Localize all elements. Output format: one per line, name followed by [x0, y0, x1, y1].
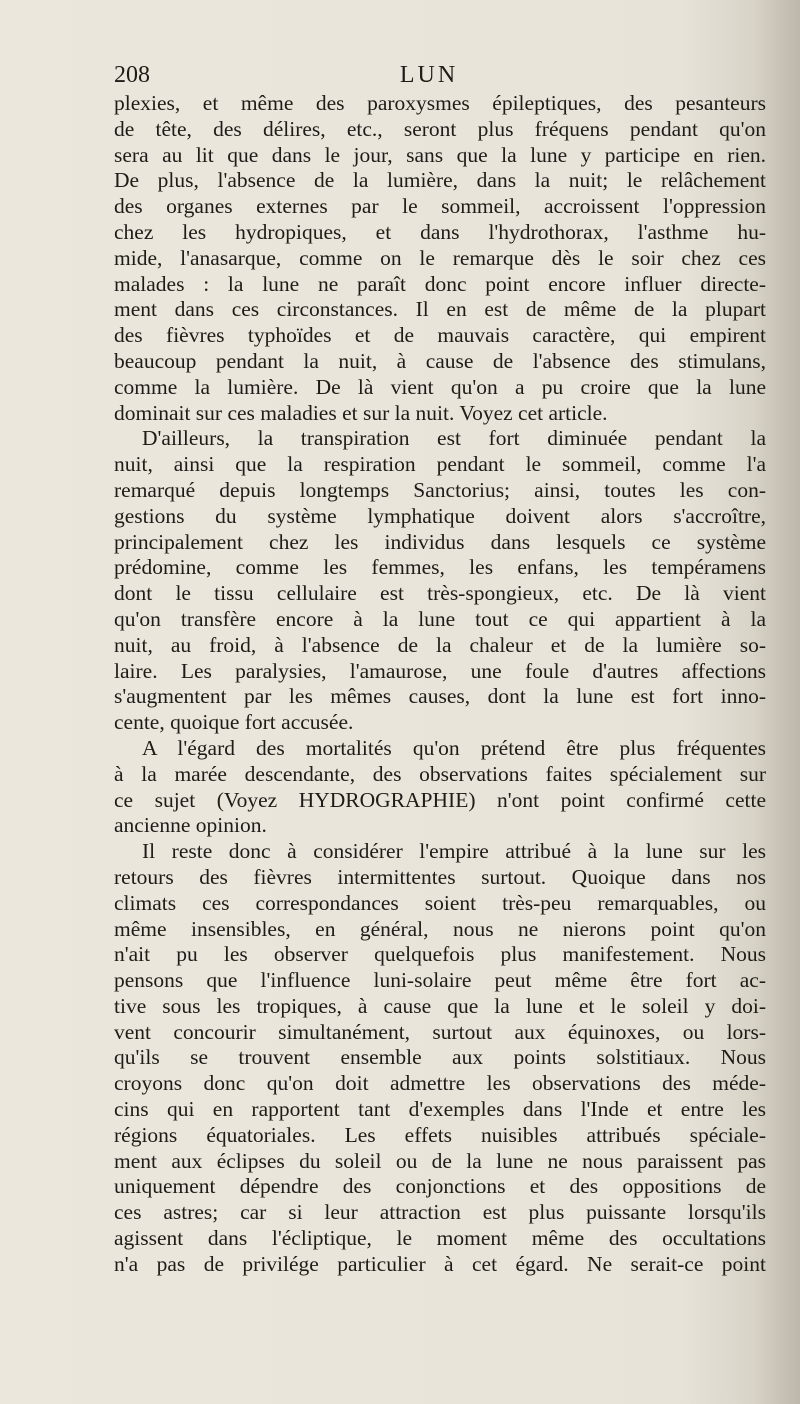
text-line: beaucoup pendant la nuit, à cause de l'absence des stimulans, [114, 348, 766, 373]
text-line: à la marée descendante, des observations faites spécialement sur [114, 761, 766, 786]
text-line: Il reste donc à considérer l'empire attribué à la lune sur les [142, 839, 766, 864]
text-line: croyons donc qu'on doit admettre les observations des méde- [114, 1071, 766, 1096]
text-line: s'augmentent par les mêmes causes, dont la lune est fort inno- [114, 684, 766, 709]
text-line: ancienne opinion. [114, 813, 267, 838]
text-line: mide, l'anasarque, comme on le remarque dès le soir chez ces [114, 245, 766, 270]
text-line: de tête, des délires, etc., seront plus fréquens pendant qu'on [114, 116, 766, 141]
text-line: prédomine, comme les femmes, les enfans, les tempéramens [114, 555, 766, 580]
page-header [114, 62, 764, 92]
text-line: retours des fièvres intermittentes surtout. Quoique dans nos [114, 864, 766, 889]
text-line: chez les hydropiques, et dans l'hydrothorax, l'asthme hu- [114, 219, 766, 244]
text-line: qu'on transfère encore à la lune tout ce qui appartient à la [114, 606, 766, 631]
text-line: D'ailleurs, la transpiration est fort diminuée pendant la [142, 426, 766, 451]
text-line: De plus, l'absence de la lumière, dans la nuit; le relâchement [114, 168, 766, 193]
text-line: tive sous les tropiques, à cause que la lune et le soleil y doi- [114, 993, 766, 1018]
text-line: A l'égard des mortalités qu'on prétend être plus fréquentes [142, 735, 766, 760]
text-line: laire. Les paralysies, l'amaurose, une foule d'autres affections [114, 658, 766, 683]
text-line: cente, quoique fort accusée. [114, 710, 354, 735]
text-line: des organes externes par le sommeil, accroissent l'oppression [114, 194, 766, 219]
text-line: n'a pas de privilége particulier à cet égard. Ne serait-ce point [114, 1251, 766, 1276]
text-line: climats ces correspondances soient très-peu remarquables, ou [114, 890, 766, 915]
text-line: ces astres; car si leur attraction est plus puissante lorsqu'ils [114, 1200, 766, 1225]
text-line: régions équatoriales. Les effets nuisibles attribués spéciale- [114, 1122, 766, 1147]
text-line: dont le tissu cellulaire est très-spongieux, etc. De là vient [114, 581, 766, 606]
text-line: ment dans ces circonstances. Il en est de même de la plupart [114, 297, 766, 322]
text-line: qu'ils se trouvent ensemble aux points solstitiaux. Nous [114, 1045, 766, 1070]
text-line: nuit, ainsi que la respiration pendant le sommeil, comme l'a [114, 452, 766, 477]
page-number: 208 [114, 62, 150, 88]
text-line: dominait sur ces maladies et sur la nuit. Voyez cet article. [114, 400, 608, 425]
text-line: n'ait pu les observer quelquefois plus manifestement. Nous [114, 942, 766, 967]
text-line: principalement chez les individus dans lesquels ce système [114, 529, 766, 554]
text-line: remarqué depuis longtemps Sanctorius; ainsi, toutes les con- [114, 477, 766, 502]
running-head: LUN [399, 62, 459, 88]
text-line: malades : la lune ne paraît donc point encore influer directe- [114, 271, 766, 296]
text-line: gestions du système lymphatique doivent alors s'accroître, [114, 503, 766, 528]
text-line: cins qui en rapportent tant d'exemples dans l'Inde et entre les [114, 1097, 766, 1122]
text-line: ment aux éclipses du soleil ou de la lune ne nous paraissent pas [114, 1148, 766, 1173]
text-line: des fièvres typhoïdes et de mauvais caractère, qui empirent [114, 323, 766, 348]
text-line: plexies, et même des paroxysmes épileptiques, des pesanteurs [114, 91, 766, 115]
body-text [114, 91, 766, 1278]
text-line: ce sujet (Voyez HYDROGRAPHIE) n'ont point confirmé cette [114, 787, 766, 812]
text-line: nuit, au froid, à l'absence de la chaleur et de la lumière so- [114, 632, 766, 657]
text-line: agissent dans l'écliptique, le moment même des occultations [114, 1226, 766, 1251]
text-line: uniquement dépendre des conjonctions et des oppositions de [114, 1174, 766, 1199]
text-line: vent concourir simultanément, surtout aux équinoxes, ou lors- [114, 1019, 766, 1044]
text-line: comme la lumière. De là vient qu'on a pu croire que la lune [114, 374, 766, 399]
text-line: sera au lit que dans le jour, sans que la lune y participe en rien. [114, 142, 766, 167]
text-line: pensons que l'influence luni-solaire peut même être fort ac- [114, 968, 766, 993]
text-line: même insensibles, en général, nous ne nierons point qu'on [114, 916, 766, 941]
